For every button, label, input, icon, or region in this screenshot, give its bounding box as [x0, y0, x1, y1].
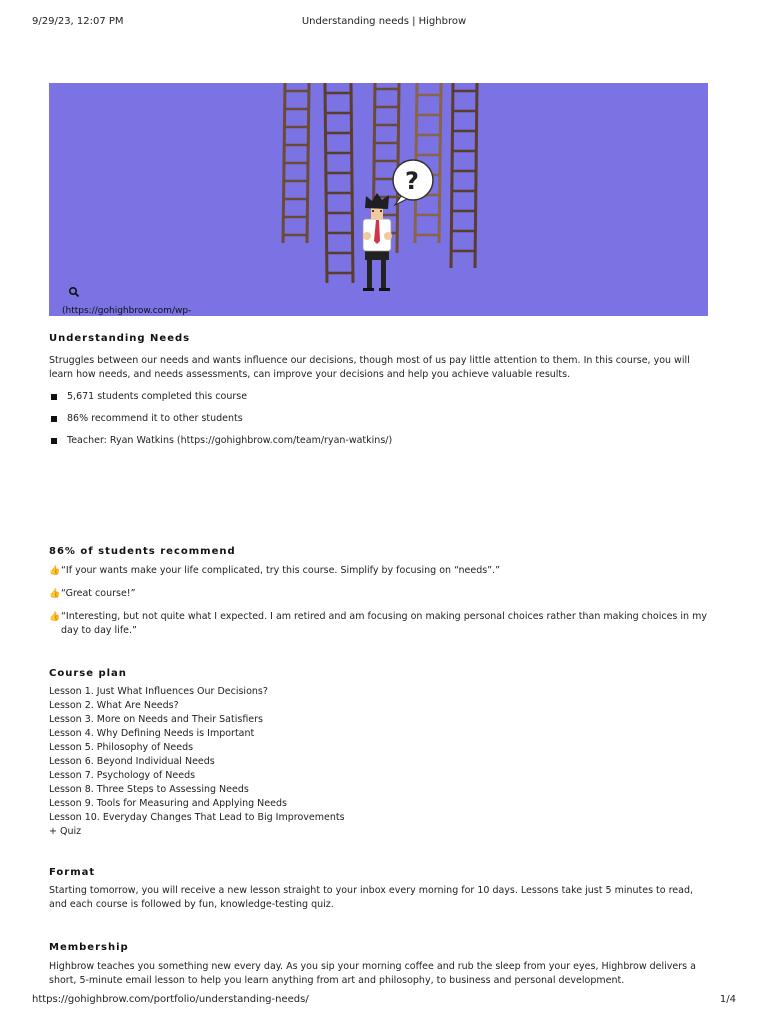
quote-3: 👍 “Interesting, but not quite what I expected. I am retired and am focusing on making personal choices rather than making choices in my day to day life.” — [49, 611, 707, 636]
man-figure — [363, 193, 392, 291]
lesson-item: Lesson 5. Philosophy of Needs — [49, 742, 194, 753]
thumbs-up-icon: 👍 — [49, 566, 61, 576]
fact-recommend: 86% recommend it to other students — [49, 412, 709, 434]
ladder-2 — [325, 83, 353, 283]
lesson-item: Lesson 4. Why Defining Needs is Important — [49, 728, 255, 739]
quote-1-block — [49, 564, 709, 578]
format-text: Starting tomorrow, you will receive a new lesson straight to your inbox every morning for 10 days. Lessons take just 5 minutes to read, and each course is followed by fun, knowledge-testing quiz. — [49, 885, 694, 910]
lesson-item: Lesson 1. Just What Influences Our Decisions? — [49, 686, 268, 697]
thumbs-up-icon: 👍 — [49, 612, 61, 622]
bullet-square-icon — [51, 438, 57, 444]
lesson-item: Lesson 9. Tools for Measuring and Applying Needs — [49, 798, 287, 809]
format-text-block — [49, 884, 709, 912]
print-url: https://gohighbrow.com/portfolio/understanding-needs/ — [32, 994, 309, 1005]
quiz-item: + Quiz — [49, 826, 82, 837]
course-facts — [49, 390, 709, 456]
quote-2: 👍 “Great course!” — [49, 588, 136, 599]
print-header — [32, 16, 736, 30]
facts-list — [49, 390, 709, 456]
lesson-item: Lesson 7. Psychology of Needs — [49, 770, 196, 781]
thumbs-up-icon: 👍 — [49, 589, 61, 599]
format-heading: Format — [49, 867, 96, 878]
recommend-heading: 86% of students recommend — [49, 546, 236, 557]
recommend-section — [49, 546, 709, 557]
quote-1: 👍 “If your wants make your life complicated, try this course. Simplify by focusing on “needs”.” — [49, 565, 501, 576]
ladders-illustration — [49, 83, 708, 316]
teacher-link[interactable]: Teacher: Ryan Watkins (https://gohighbrow.com/team/ryan-watkins/) — [67, 435, 393, 446]
quote-3-block — [49, 610, 709, 638]
lesson-item: Lesson 10. Everyday Changes That Lead to Big Improvements — [49, 812, 345, 823]
magnifier-icon[interactable] — [68, 286, 80, 298]
lesson-item: Lesson 2. What Are Needs? — [49, 700, 179, 711]
course-intro — [49, 333, 709, 344]
membership-text-block — [49, 960, 709, 988]
fact-completed: 5,671 students completed this course — [49, 390, 709, 412]
course-plan-heading: Course plan — [49, 668, 127, 679]
question-mark-text: ? — [405, 167, 419, 195]
course-title: Understanding Needs — [49, 333, 191, 344]
quote-2-block — [49, 587, 709, 601]
fact-teacher — [49, 434, 709, 456]
membership-heading: Membership — [49, 942, 129, 953]
ladder-5 — [451, 83, 477, 268]
course-plan-section — [49, 668, 709, 679]
ladder-1 — [283, 83, 309, 243]
bullet-square-icon — [51, 416, 57, 422]
bullet-square-icon — [51, 394, 57, 400]
course-description: Struggles between our needs and wants influence our decisions, though most of us pay little attention to them. In this course, you will learn how needs, and needs assessments, can improve your decisions and help you achieve valuable results. — [49, 355, 690, 380]
lesson-list — [49, 685, 709, 839]
page-number: 1/4 — [719, 994, 736, 1005]
membership-section — [49, 942, 709, 953]
lesson-item: Lesson 8. Three Steps to Assessing Needs — [49, 784, 249, 795]
lesson-item: Lesson 3. More on Needs and Their Satisfiers — [49, 714, 264, 725]
membership-text: Highbrow teaches you something new every day. As you sip your morning coffee and rub the sleep from your eyes, Highbrow delivers a short, 5-minute email lesson to help you learn anything from art and philosophy, to business and personal development. — [49, 961, 696, 986]
print-footer — [32, 994, 736, 1008]
print-page-title: Understanding needs | Highbrow — [301, 16, 467, 27]
print-datetime: 9/29/23, 12:07 PM — [32, 16, 124, 27]
hero-image — [49, 83, 708, 316]
image-link[interactable]: (https://gohighbrow.com/wp- — [62, 306, 192, 316]
format-section — [49, 867, 709, 878]
lesson-item: Lesson 6. Beyond Individual Needs — [49, 756, 215, 767]
course-description-block — [49, 354, 709, 382]
